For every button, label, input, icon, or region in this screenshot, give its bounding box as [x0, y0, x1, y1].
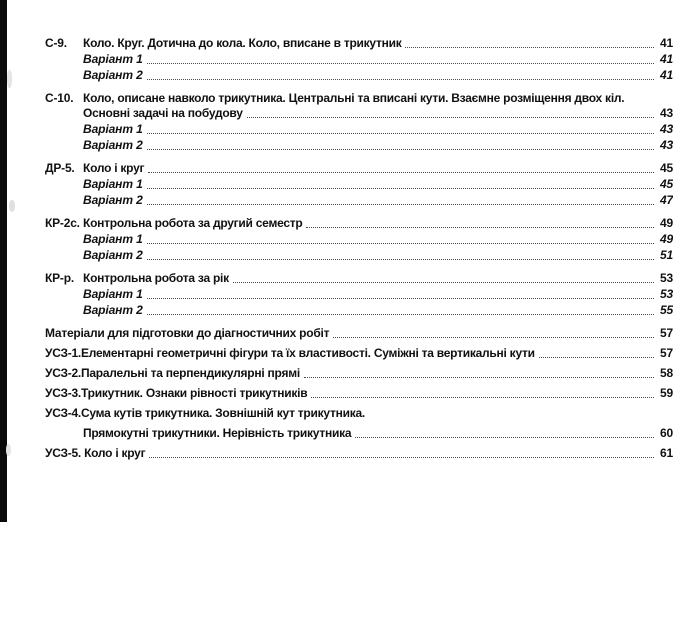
toc-entry-label: КР-р.	[45, 271, 74, 285]
toc-leader-dots	[147, 149, 654, 150]
toc-row	[45, 122, 673, 137]
toc-page-number: 47	[660, 193, 673, 207]
toc-row	[45, 177, 673, 192]
toc-row	[45, 68, 673, 83]
toc-row	[45, 106, 673, 121]
scan-smudge	[9, 200, 15, 212]
toc-entry-title: Прямокутні трикутники. Нерівність трикутника	[83, 426, 352, 440]
toc-variant-title: Варіант 1	[83, 287, 143, 301]
toc-entry-title: Коло і круг	[83, 161, 145, 175]
toc-page-number: 43	[660, 138, 673, 152]
toc-page-number: 45	[660, 177, 673, 191]
toc-leader-dots	[147, 243, 654, 244]
toc-row	[45, 91, 673, 106]
toc-row	[45, 326, 673, 341]
toc-row	[45, 36, 673, 51]
toc-leader-dots	[147, 63, 654, 64]
toc-page-number: 45	[660, 161, 673, 175]
toc-row	[45, 271, 673, 286]
toc-entry-title: Контрольна робота за рік	[83, 271, 229, 285]
toc-variant-title: Варіант 2	[83, 68, 143, 82]
toc-page-number: 41	[660, 36, 673, 50]
toc-leader-dots	[148, 172, 654, 173]
toc-entry-title: Коло. Круг. Дотична до кола. Коло, вписане в трикутник	[83, 36, 402, 50]
toc-leader-dots	[539, 357, 654, 358]
toc-entry-title: Основні задачі на побудову	[83, 106, 243, 120]
toc-row	[45, 386, 673, 401]
toc-leader-dots	[147, 133, 654, 134]
scan-smudge	[7, 70, 12, 88]
toc-row	[45, 303, 673, 318]
toc-row	[45, 232, 673, 247]
toc-row	[45, 287, 673, 302]
toc-leader-dots	[355, 437, 654, 438]
toc-leader-dots	[333, 337, 654, 338]
toc-entry-label: ДР-5.	[45, 161, 75, 175]
toc-page-number: 55	[660, 303, 673, 317]
toc-row	[45, 366, 673, 381]
toc-leader-dots	[311, 397, 654, 398]
toc-row	[45, 193, 673, 208]
toc-row	[45, 52, 673, 67]
toc-leader-dots	[247, 117, 654, 118]
toc-row	[45, 161, 673, 176]
toc-page-number: 53	[660, 271, 673, 285]
toc-leader-dots	[147, 314, 654, 315]
toc-leader-dots	[233, 282, 654, 283]
toc-page-number: 41	[660, 52, 673, 66]
toc-leader-dots	[147, 204, 654, 205]
toc-variant-title: Варіант 1	[83, 177, 143, 191]
toc-page-number: 49	[660, 216, 673, 230]
toc-row	[45, 346, 673, 361]
toc-page-number: 51	[660, 248, 673, 262]
toc-leader-dots	[304, 377, 654, 378]
toc-variant-title: Варіант 2	[83, 303, 143, 317]
toc-variant-title: Варіант 1	[83, 52, 143, 66]
toc-variant-title: Варіант 2	[83, 193, 143, 207]
toc-entry-title: УСЗ-2.Паралельні та перпендикулярні прямі	[45, 366, 300, 380]
toc-entry-label: С-9.	[45, 36, 67, 50]
toc-entry-title: Матеріали для підготовки до діагностичних робіт	[45, 326, 330, 340]
toc-entry-title: УСЗ-4.Сума кутів трикутника. Зовнішній кут трикутника.	[45, 406, 365, 420]
toc-list	[45, 36, 673, 461]
toc-row	[45, 248, 673, 263]
scan-smudge	[6, 444, 11, 456]
toc-page-number: 41	[660, 68, 673, 82]
toc-entry-title: УСЗ-3.Трикутник. Ознаки рівності трикутників	[45, 386, 308, 400]
toc-entry-title: Контрольна робота за другий семестр	[83, 216, 303, 230]
toc-leader-dots	[149, 457, 654, 458]
toc-variant-title: Варіант 1	[83, 232, 143, 246]
toc-leader-dots	[147, 259, 654, 260]
toc-leader-dots	[405, 47, 654, 48]
toc-leader-dots	[147, 79, 654, 80]
toc-row	[45, 426, 673, 441]
toc-row	[45, 406, 673, 421]
toc-leader-dots	[306, 227, 654, 228]
toc-page-number: 61	[660, 446, 673, 460]
toc-leader-dots	[147, 298, 654, 299]
toc-page-number: 60	[660, 426, 673, 440]
toc-page-number: 57	[660, 346, 673, 360]
toc-entry-label: С-10.	[45, 91, 74, 105]
toc-row	[45, 446, 673, 461]
toc-row	[45, 216, 673, 231]
toc-entry-title: УСЗ-1.Елементарні геометричні фігури та їх властивості. Суміжні та вертикальні кути	[45, 346, 535, 360]
scan-edge-artifact	[0, 0, 7, 522]
toc-entry-label: КР-2с.	[45, 216, 80, 230]
toc-page-number: 58	[660, 366, 673, 380]
toc-variant-title: Варіант 1	[83, 122, 143, 136]
toc-page-number: 59	[660, 386, 673, 400]
toc-leader-dots	[147, 188, 654, 189]
toc-entry-title: УСЗ-5. Коло і круг	[45, 446, 146, 460]
toc-variant-title: Варіант 2	[83, 138, 143, 152]
toc-page-number: 43	[660, 106, 673, 120]
toc-variant-title: Варіант 2	[83, 248, 143, 262]
toc-page-number: 57	[660, 326, 673, 340]
toc-page-number: 53	[660, 287, 673, 301]
toc-page-number: 49	[660, 232, 673, 246]
toc-page-number: 43	[660, 122, 673, 136]
toc-row	[45, 138, 673, 153]
toc-entry-title: Коло, описане навколо трикутника. Центральні та вписані кути. Взаємне розміщення двох кіл.	[83, 91, 625, 105]
